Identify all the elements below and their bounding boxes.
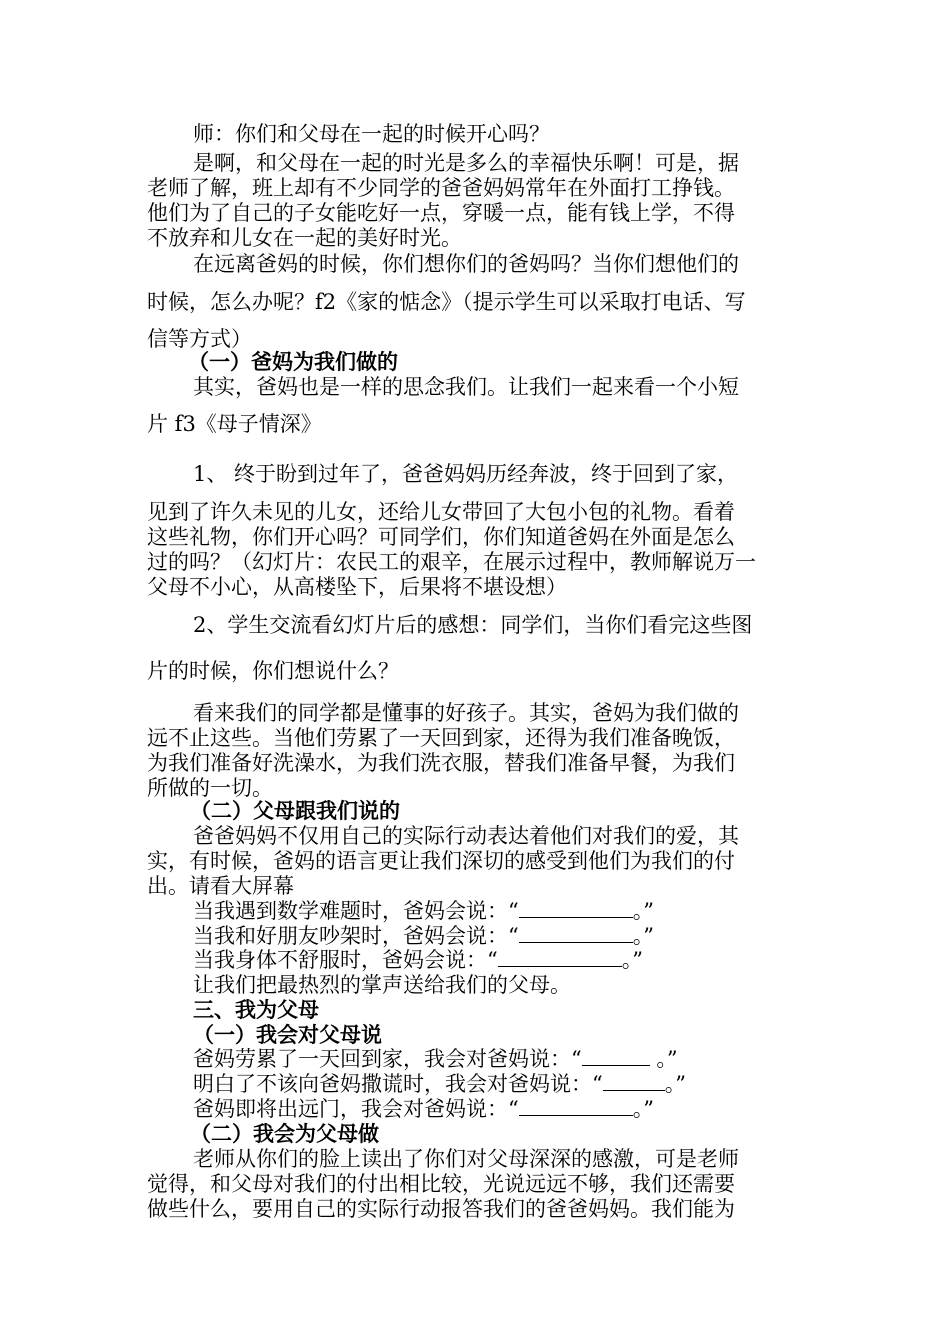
answer-blank[interactable] (582, 1047, 650, 1066)
answer-blank[interactable] (519, 924, 633, 943)
fill-in-prefix: 当我和好朋友吵架时，爸妈会说：“ (193, 924, 519, 948)
fill-in-line (193, 1046, 678, 1072)
paragraph-line: 远不止这些。当他们劳累了一天回到家，还得为我们准备晚饭， (147, 726, 735, 750)
fill-in-prefix: 爸妈即将出远门，我会对爸妈说：“ (193, 1097, 519, 1121)
paragraph-line: 老师了解，班上却有不少同学的爸爸妈妈常年在外面打工挣钱。 (147, 176, 735, 200)
paragraph-line: 爸爸妈妈不仅用自己的实际行动表达着他们对我们的爱，其 (193, 824, 739, 848)
section-heading: （二）父母跟我们说的 (190, 798, 400, 823)
section-heading: （一）爸妈为我们做的 (188, 349, 398, 374)
fill-in-line (193, 1071, 686, 1097)
paragraph-line: 所做的一切。 (147, 776, 273, 800)
paragraph-line: 在远离爸妈的时候，你们想你们的爸妈吗？当你们想他们的 (193, 252, 739, 276)
paragraph-line: 是啊，和父母在一起的时光是多么的幸福快乐啊！可是，据 (193, 151, 739, 175)
answer-blank[interactable] (519, 1097, 633, 1116)
paragraph-line: 为我们准备好洗澡水，为我们洗衣服，替我们准备早餐，为我们 (147, 751, 735, 775)
paragraph-line: 实，有时候，爸妈的语言更让我们深切的感受到他们为我们的付 (147, 849, 735, 873)
fill-in-prefix: 明白了不该向爸妈撒谎时，我会对爸妈说：“ (193, 1072, 603, 1096)
fill-in-line (193, 923, 654, 949)
fill-in-suffix: 。” (632, 924, 654, 948)
fill-in-suffix: 。” (664, 1072, 686, 1096)
paragraph-line: 看来我们的同学都是懂事的好孩子。其实，爸妈为我们做的 (193, 701, 739, 725)
answer-blank[interactable] (603, 1072, 665, 1091)
paragraph-line: 老师从你们的脸上读出了你们对父母深深的感激，可是老师 (193, 1147, 739, 1171)
fill-in-line (193, 947, 643, 973)
paragraph-line: 片 f3《母子情深》 (147, 412, 322, 436)
paragraph-line: 片的时候，你们想说什么？ (147, 659, 399, 683)
applause-line: 让我们把最热烈的掌声送给我们的父母。 (193, 973, 571, 997)
fill-in-suffix: 。” (649, 1047, 678, 1071)
paragraph-line: 信等方式） (147, 327, 252, 351)
paragraph-line: 父母不小心，从高楼坠下，后果将不堪设想） (147, 575, 567, 599)
fill-in-suffix: 。” (632, 1097, 654, 1121)
numbered-item-1: 1、 终于盼到过年了，爸爸妈妈历经奔波，终于回到了家， (193, 462, 739, 486)
fill-in-line (193, 1096, 654, 1122)
subsection-heading: （一）我会对父母说 (193, 1022, 382, 1047)
paragraph-line: 时候，怎么办呢？f2《家的惦念》（提示学生可以采取打电话、写 (147, 290, 746, 314)
answer-blank[interactable] (519, 899, 633, 918)
paragraph-line: 这些礼物，你们开心吗？可同学们，你们知道爸妈在外面是怎么 (147, 525, 735, 549)
fill-in-suffix: 。” (621, 948, 643, 972)
paragraph-line: 出。请看大屏幕 (147, 874, 294, 898)
paragraph-line: 他们为了自己的子女能吃好一点，穿暖一点，能有钱上学，不得 (147, 201, 735, 225)
teacher-question: 师：你们和父母在一起的时候开心吗？ (193, 122, 550, 146)
fill-in-prefix: 当我遇到数学难题时，爸妈会说：“ (193, 899, 519, 923)
answer-blank[interactable] (498, 948, 622, 967)
fill-in-prefix: 爸妈劳累了一天回到家，我会对爸妈说：“ (193, 1047, 582, 1071)
paragraph-line: 不放弃和儿女在一起的美好时光。 (147, 226, 462, 250)
paragraph-line: 做些什么，要用自己的实际行动报答我们的爸爸妈妈。我们能为 (147, 1197, 735, 1221)
fill-in-suffix: 。” (632, 899, 654, 923)
section-heading: 三、我为父母 (193, 997, 319, 1022)
paragraph-line: 见到了许久未见的儿女，还给儿女带回了大包小包的礼物。看着 (147, 500, 735, 524)
paragraph-line: 觉得，和父母对我们的付出相比较，光说远远不够，我们还需要 (147, 1172, 735, 1196)
fill-in-prefix: 当我身体不舒服时，爸妈会说：“ (193, 948, 498, 972)
numbered-item-2: 2、学生交流看幻灯片后的感想：同学们，当你们看完这些图 (193, 613, 753, 637)
paragraph-line: 过的吗？（幻灯片：农民工的艰辛，在展示过程中，教师解说万一 (147, 550, 756, 574)
subsection-heading: （二）我会为父母做 (190, 1121, 379, 1146)
paragraph-line: 其实，爸妈也是一样的思念我们。让我们一起来看一个小短 (193, 375, 739, 399)
fill-in-line (193, 898, 654, 924)
